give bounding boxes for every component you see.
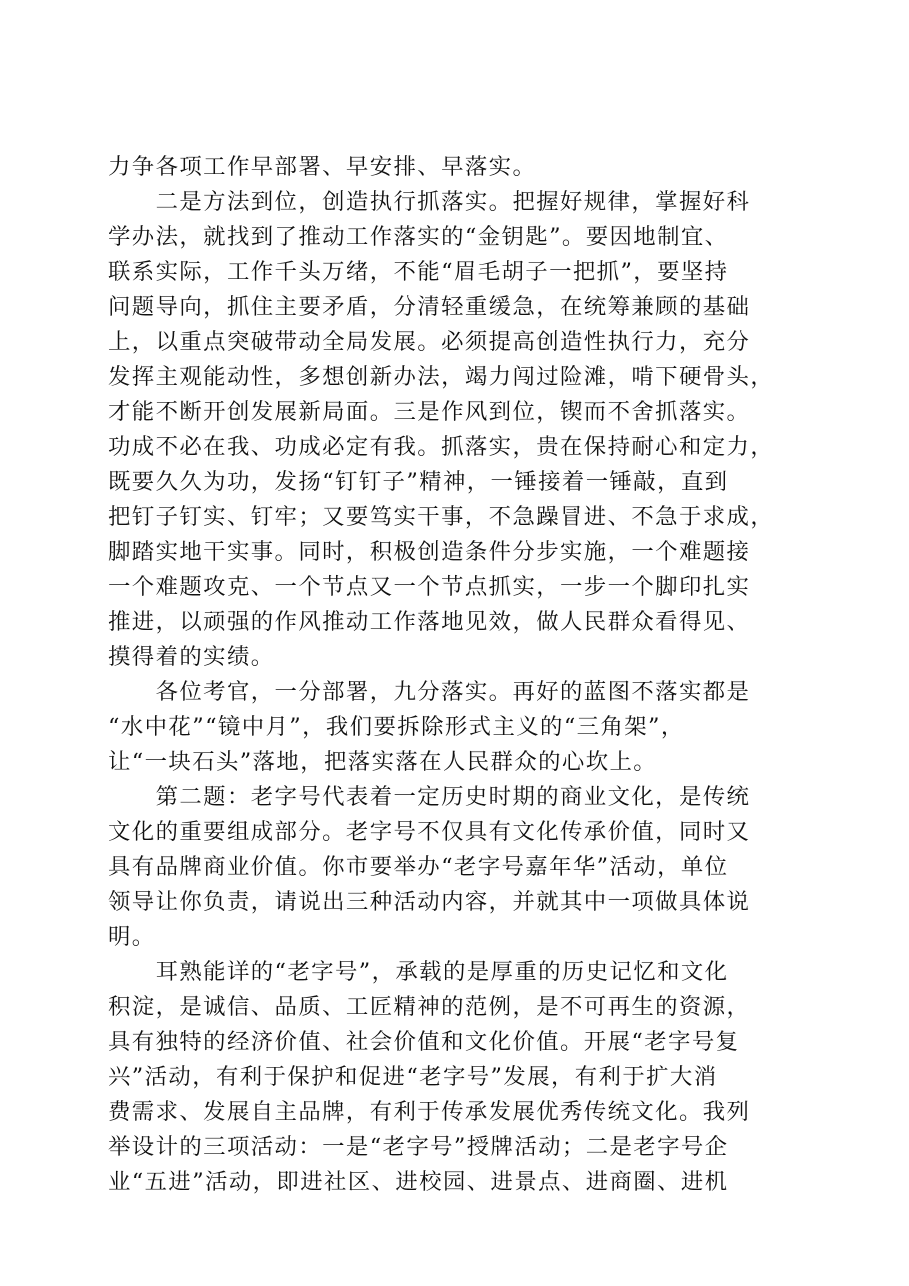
text-line: 举设计的三项活动：一是“老字号”授牌活动；二是老字号企 (108, 1134, 729, 1160)
text-line: 上，以重点突破带动全局发展。必须提高创造性执行力，充分 (108, 329, 751, 355)
text-line: 第二题：老字号代表着一定历史时期的商业文化，是传统 (108, 784, 751, 810)
text-line: 二是方法到位，创造执行抓落实。把握好规律，掌握好科 (108, 189, 751, 215)
text-line: 既要久久为功，发扬“钉钉子”精神，一锤接着一锤敲，直到 (108, 469, 729, 495)
document-body-text (108, 150, 798, 1200)
text-line: 各位考官，一分部署，九分落实。再好的蓝图不落实都是 (108, 679, 751, 705)
text-line: 文化的重要组成部分。老字号不仅具有文化传承价值，同时又 (108, 819, 751, 845)
text-line: 发挥主观能动性，多想创新办法，竭力闯过险滩，啃下硬骨头， (108, 364, 775, 390)
text-line: 具有独特的经济价值、社会价值和文化价值。开展“老字号复 (108, 1029, 740, 1055)
text-line: 学办法，就找到了推动工作落实的“金钥匙”。要因地制宜、 (108, 224, 729, 250)
text-line: 领导让你负责，请说出三种活动内容，并就其中一项做具体说 (108, 889, 751, 915)
text-line: 才能不断开创发展新局面。三是作风到位，锲而不舍抓落实。 (108, 399, 751, 425)
text-line: 积淀，是诚信、品质、工匠精神的范例，是不可再生的资源， (108, 994, 751, 1020)
text-line: 功成不必在我、功成必定有我。抓落实，贵在保持耐心和定力， (108, 434, 775, 460)
text-line: 摸得着的实绩。 (108, 644, 275, 670)
text-line: 把钉子钉实、钉牢；又要笃实干事，不急躁冒进、不急于求成， (108, 504, 775, 530)
text-line: 具有品牌商业价值。你市要举办“老字号嘉年华”活动，单位 (108, 854, 729, 880)
text-line: 让“一块石头”落地，把落实落在人民群众的心坎上。 (108, 749, 658, 775)
text-line: “水中花”“镜中月”，我们要拆除形式主义的“三角架”， (108, 714, 685, 740)
text-line: 一个难题攻克、一个节点又一个节点抓实，一步一个脚印扎实 (108, 574, 751, 600)
text-line: 联系实际，工作千头万绪，不能“眉毛胡子一把抓”，要坚持 (108, 259, 729, 285)
text-line: 业“五进”活动，即进社区、进校园、进景点、进商圈、进机 (108, 1169, 729, 1195)
text-line: 兴”活动，有利于保护和促进“老字号”发展，有利于扩大消 (108, 1064, 718, 1090)
text-line: 推进，以顽强的作风推动工作落地见效，做人民群众看得见、 (108, 609, 751, 635)
text-line: 费需求、发展自主品牌，有利于传承发展优秀传统文化。我列 (108, 1099, 751, 1125)
text-line: 明。 (108, 924, 156, 950)
text-line: 问题导向，抓住主要矛盾，分清轻重缓急，在统筹兼顾的基础 (108, 294, 751, 320)
text-line: 脚踏实地干实事。同时，积极创造条件分步实施，一个难题接 (108, 539, 751, 565)
text-line: 力争各项工作早部署、早安排、早落实。 (108, 154, 537, 180)
text-line: 耳熟能详的“老字号”，承载的是厚重的历史记忆和文化 (108, 959, 729, 985)
